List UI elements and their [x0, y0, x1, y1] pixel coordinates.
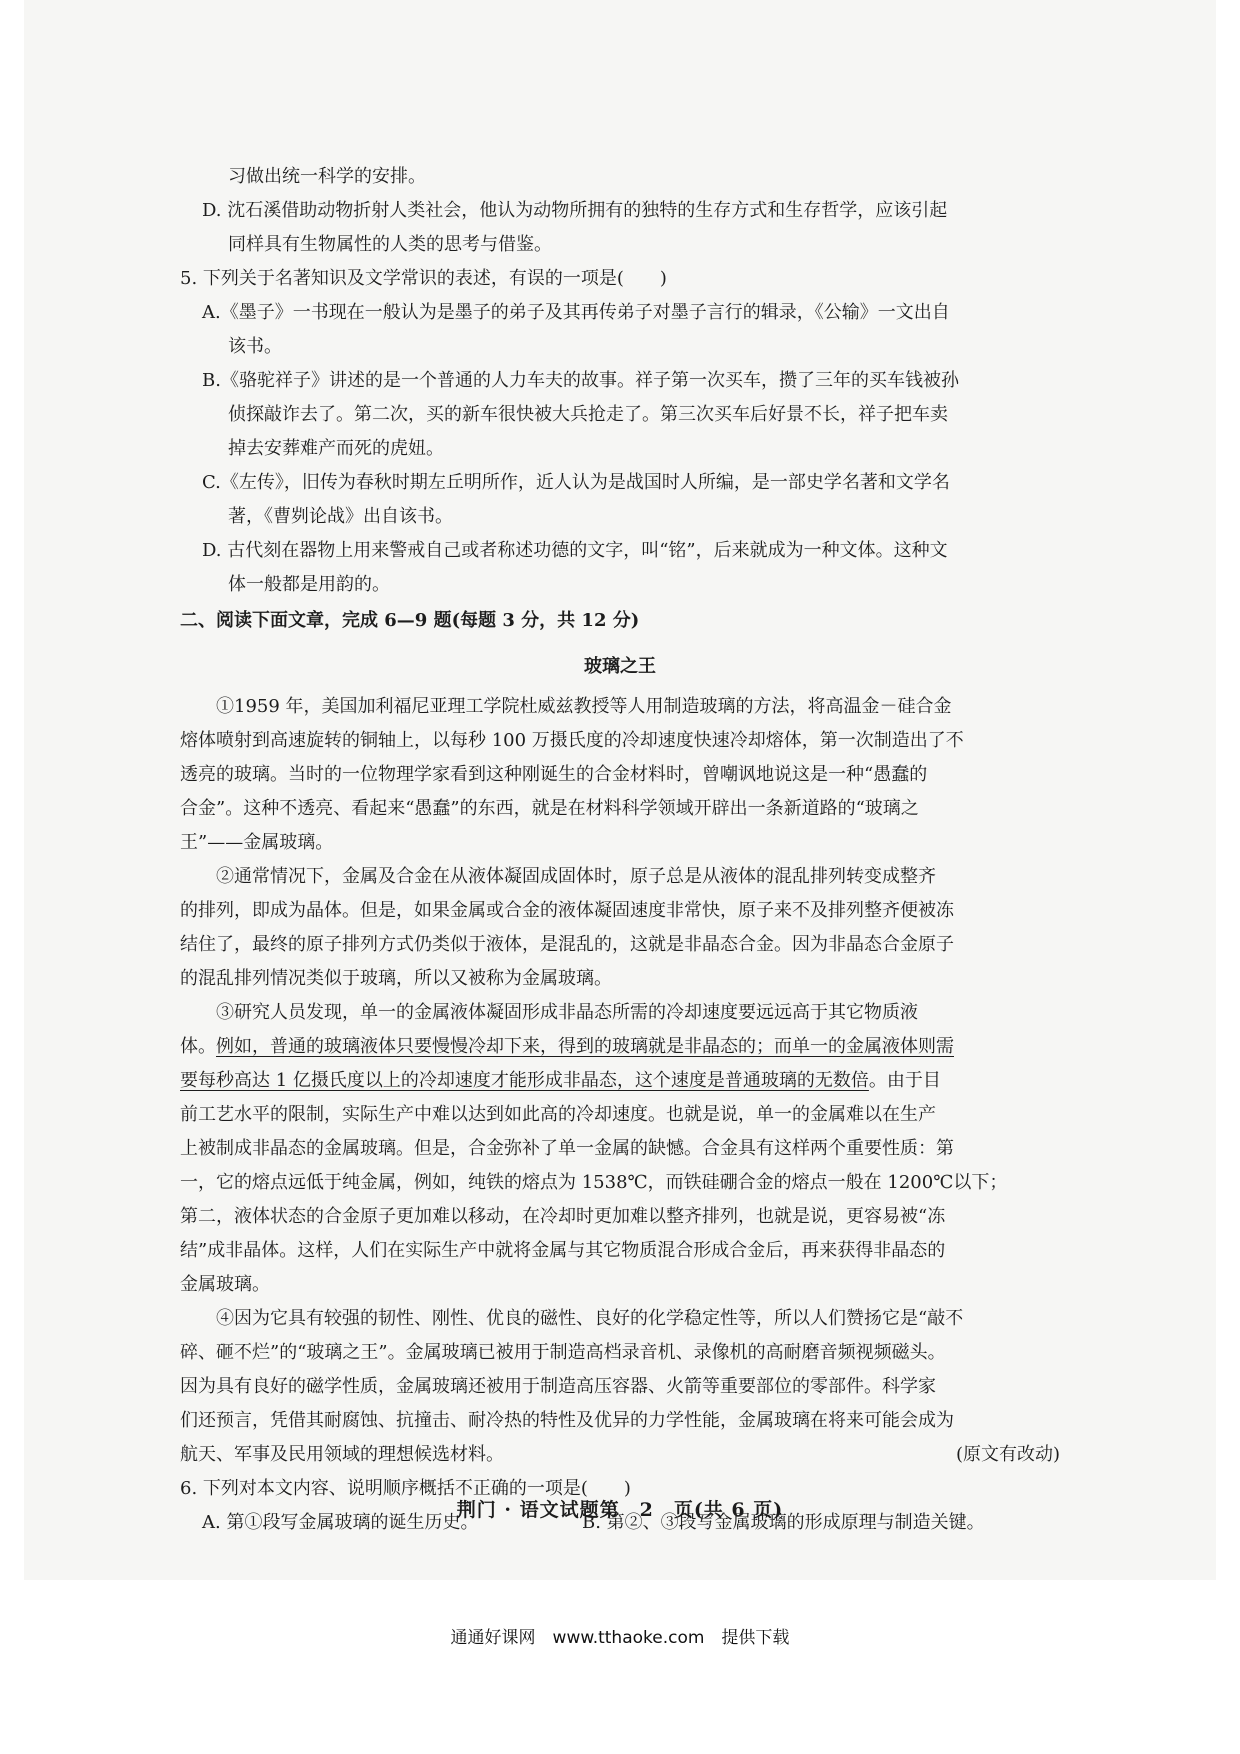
- paragraph-line-text: 航天、军事及民用领域的理想候选材料。: [180, 1444, 504, 1465]
- paragraph-line: 金属玻璃。: [180, 1274, 270, 1295]
- paragraph-line: 的混乱排列情况类似于玻璃，所以又被称为金属玻璃。: [180, 968, 612, 989]
- section-2-heading: 二、阅读下面文章，完成 6—9 题(每题 3 分，共 12 分): [180, 610, 640, 631]
- paragraph-line: 合金”。这种不透亮、看起来“愚蠢”的东西，就是在材料科学领域开辟出一条新道路的“玻璃之: [180, 798, 919, 819]
- underlined-sentence: 例如，普通的玻璃液体只要慢慢冷却下来，得到的玻璃就是非晶态的；而单一的金属液体则需: [216, 1036, 954, 1057]
- q5-option-d-cont: 体一般都是用韵的。: [228, 574, 390, 595]
- plain-text: 。由于目: [868, 1070, 941, 1091]
- q5-option-c: C.《左传》，旧传为春秋时期左丘明所作，近人认为是战国时人所编，是一部史学名著和文学名: [202, 472, 950, 493]
- paragraph-line: [180, 1030, 1060, 1064]
- q5-option-b: B.《骆驼祥子》讲述的是一个普通的人力车夫的故事。祥子第一次买车，攒了三年的买车钱被孙: [202, 370, 959, 391]
- paragraph-line: [180, 1064, 1060, 1098]
- paragraph-line: 一，它的熔点远低于纯金属，例如，纯铁的熔点为 1538℃，而铁硅硼合金的熔点一般在 1200℃以下；: [180, 1172, 1008, 1193]
- option-d-line: 同样具有生物属性的人类的思考与借鉴。: [228, 234, 552, 255]
- q5-option-b-cont: 侦探敲诈去了。第二次，买的新车很快被大兵抢走了。第三次买车后好景不长，祥子把车卖: [228, 404, 948, 425]
- q5-option-c-cont: 著，《曹刿论战》出自该书。: [228, 506, 453, 527]
- paragraph-4: [180, 1302, 1060, 1472]
- paragraph-line: [180, 1438, 1060, 1472]
- paragraph-line: 的排列，即成为晶体。但是，如果金属或合金的液体凝固速度非常快，原子来不及排列整齐便被冻: [180, 900, 954, 921]
- paragraph-line: ④因为它具有较强的韧性、刚性、优良的磁性、良好的化学稳定性等，所以人们赞扬它是“敲不: [216, 1308, 964, 1329]
- paragraph-line: ③研究人员发现，单一的金属液体凝固形成非晶态所需的冷却速度要远远高于其它物质液: [216, 1002, 918, 1023]
- paragraph-3: [180, 996, 1060, 1302]
- paragraph-line: 透亮的玻璃。当时的一位物理学家看到这种刚诞生的合金材料时，曾嘲讽地说这是一种“愚蠢的: [180, 764, 928, 785]
- paragraph-line: 因为具有良好的磁学性质，金属玻璃还被用于制造高压容器、火箭等重要部位的零部件。科学家: [180, 1376, 936, 1397]
- download-watermark: 通通好课网 www.tthaoke.com 提供下载: [450, 1628, 790, 1648]
- q5-option-a: A.《墨子》一书现在一般认为是墨子的弟子及其再传弟子对墨子言行的辑录，《公输》一文出自: [202, 302, 950, 323]
- paragraph-line: 熔体喷射到高速旋转的铜轴上，以每秒 100 万摄氏度的冷却速度快速冷却熔体，第一次制造出了不: [180, 730, 964, 751]
- paragraph-2: [180, 860, 1060, 996]
- source-note: (原文有改动): [955, 1444, 1060, 1465]
- paragraph-line: 上被制成非晶态的金属玻璃。但是，合金弥补了单一金属的缺憾。合金具有这样两个重要性质：第: [180, 1138, 954, 1159]
- plain-text: 体。: [180, 1036, 216, 1057]
- option-c-continuation: 习做出统一科学的安排。: [228, 166, 426, 187]
- page-footer: 荆门 · 语文试题第 2 页(共 6 页): [456, 1499, 784, 1521]
- article-title: 玻璃之王: [584, 656, 656, 677]
- q6-option-b: B. 第②、③段写金属玻璃的形成原理与制造关键。: [582, 1512, 985, 1533]
- paragraph-line: 碎、砸不烂”的“玻璃之王”。金属玻璃已被用于制造高档录音机、录像机的高耐磨音频视频磁头。: [180, 1342, 946, 1363]
- paragraph-1: [180, 690, 1060, 860]
- paragraph-line: 第二，液体状态的合金原子更加难以移动，在冷却时更加难以整齐排列，也就是说，更容易被“冻: [180, 1206, 946, 1227]
- paragraph-line: 们还预言，凭借其耐腐蚀、抗撞击、耐冷热的特性及优异的力学性能，金属玻璃在将来可能会成为: [180, 1410, 954, 1431]
- paragraph-line: ①1959 年，美国加利福尼亚理工学院杜威兹教授等人用制造玻璃的方法，将高温金－硅合金: [216, 696, 952, 717]
- q5-option-b-cont: 掉去安葬难产而死的虎妞。: [228, 438, 444, 459]
- question-6-stem: 6. 下列对本文内容、说明顺序概括不正确的一项是( ): [180, 1478, 631, 1499]
- paragraph-line: 结住了，最终的原子排列方式仍类似于液体，是混乱的，这就是非晶态合金。因为非晶态合金原子: [180, 934, 954, 955]
- underlined-sentence: 要每秒高达 1 亿摄氏度以上的冷却速度才能形成非晶态，这个速度是普通玻璃的无数倍: [180, 1070, 869, 1091]
- q5-option-a-cont: 该书。: [228, 336, 282, 357]
- paragraph-line: 结”成非晶体。这样，人们在实际生产中就将金属与其它物质混合形成合金后，再来获得非晶态的: [180, 1240, 946, 1261]
- q5-option-d: D. 古代刻在器物上用来警戒自己或者称述功德的文字，叫“铭”，后来就成为一种文体。这种文: [202, 540, 948, 561]
- option-d-line: D. 沈石溪借助动物折射人类社会，他认为动物所拥有的独特的生存方式和生存哲学，应该引起: [202, 200, 948, 221]
- question-5-stem: 5. 下列关于名著知识及文学常识的表述，有误的一项是( ): [180, 268, 667, 289]
- paragraph-line: 前工艺水平的限制，实际生产中难以达到如此高的冷却速度。也就是说，单一的金属难以在生产: [180, 1104, 936, 1125]
- paragraph-line: ②通常情况下，金属及合金在从液体凝固成固体时，原子总是从液体的混乱排列转变成整齐: [216, 866, 936, 887]
- q6-option-a: A. 第①段写金属玻璃的诞生历史。: [202, 1512, 479, 1533]
- page-content: [180, 160, 1060, 1540]
- paragraph-line: 王”——金属玻璃。: [180, 832, 334, 853]
